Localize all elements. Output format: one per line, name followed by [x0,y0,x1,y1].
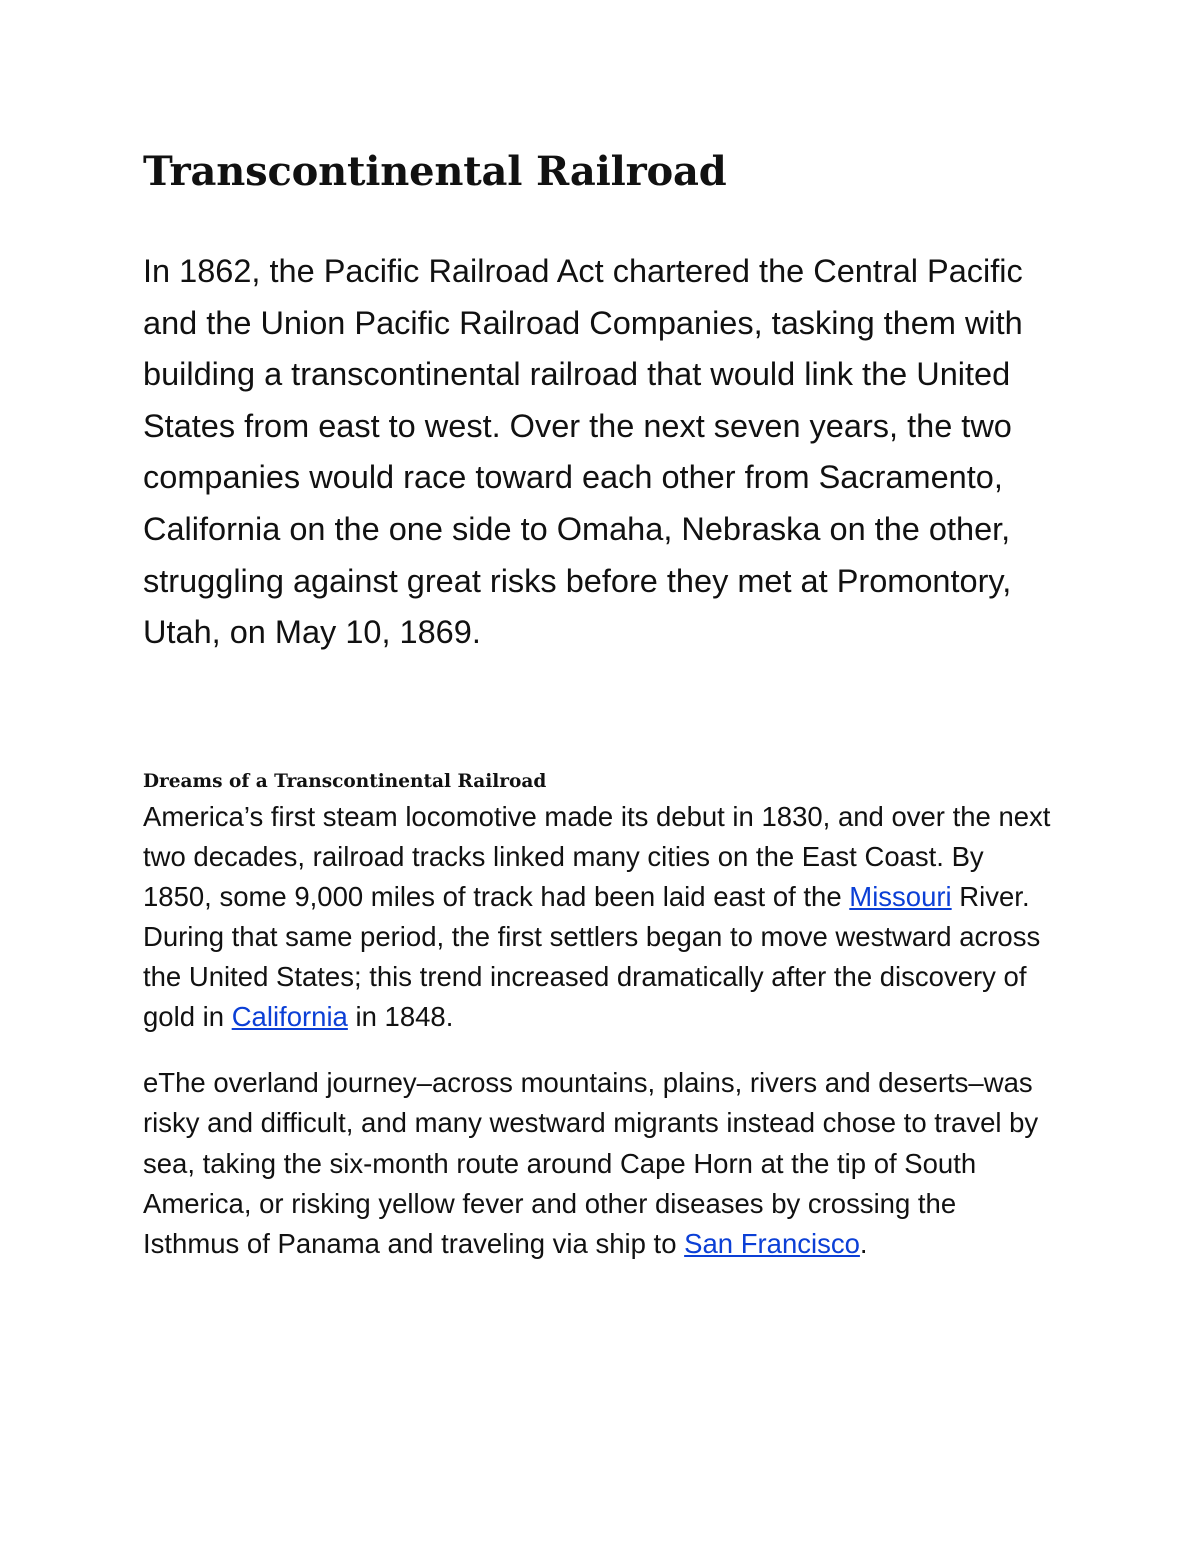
paragraph-1-text-a: America’s first steam locomotive made its debut in 1830, and over the next two decades, railroad tracks linked many cities on the East Coast. By 1850, some 9,000 miles of track had been laid east of the [143,800,1051,912]
document-content [143,140,1063,1264]
body-paragraph-2 [143,1063,1053,1263]
paragraph-1-text-c: in 1848. [347,1001,454,1033]
california-link[interactable]: California [231,1001,348,1033]
intro-paragraph: In 1862, the Pacific Railroad Act chartered the Central Pacific and the Union Pacific Railroad Companies, tasking them with building a transcontinental railroad that would link the United States from east to west. Over the next seven years, the two companies would race toward each other from Sacramento, California on the one side to Omaha, Nebraska on the other, struggling against great risks before they met at Promontory, Utah, on May 10, 1869. [143,253,1023,651]
body-paragraph-1 [143,797,1053,1038]
page-title: Transcontinental Railroad [143,148,727,195]
paragraph-1-text-b: River. During that same period, the first settlers began to move westward across the United States; this trend increased dramatically after the discovery of gold in [143,880,1041,1033]
san-francisco-link[interactable]: San Francisco [684,1227,860,1259]
section-heading: Dreams of a Transcontinental Railroad [143,770,547,792]
missouri-link[interactable]: Missouri [849,880,952,912]
paragraph-2-text-b: . [859,1227,868,1259]
paragraph-2-text-a: eThe overland journey–across mountains, plains, rivers and deserts–was risky and difficult, and many westward migrants instead chose to travel by sea, taking the six-month route around Cape Horn at the tip of South America, or risking yellow fever and other diseases by crossing the Isthmus of Panama and traveling via ship to [143,1067,1039,1259]
